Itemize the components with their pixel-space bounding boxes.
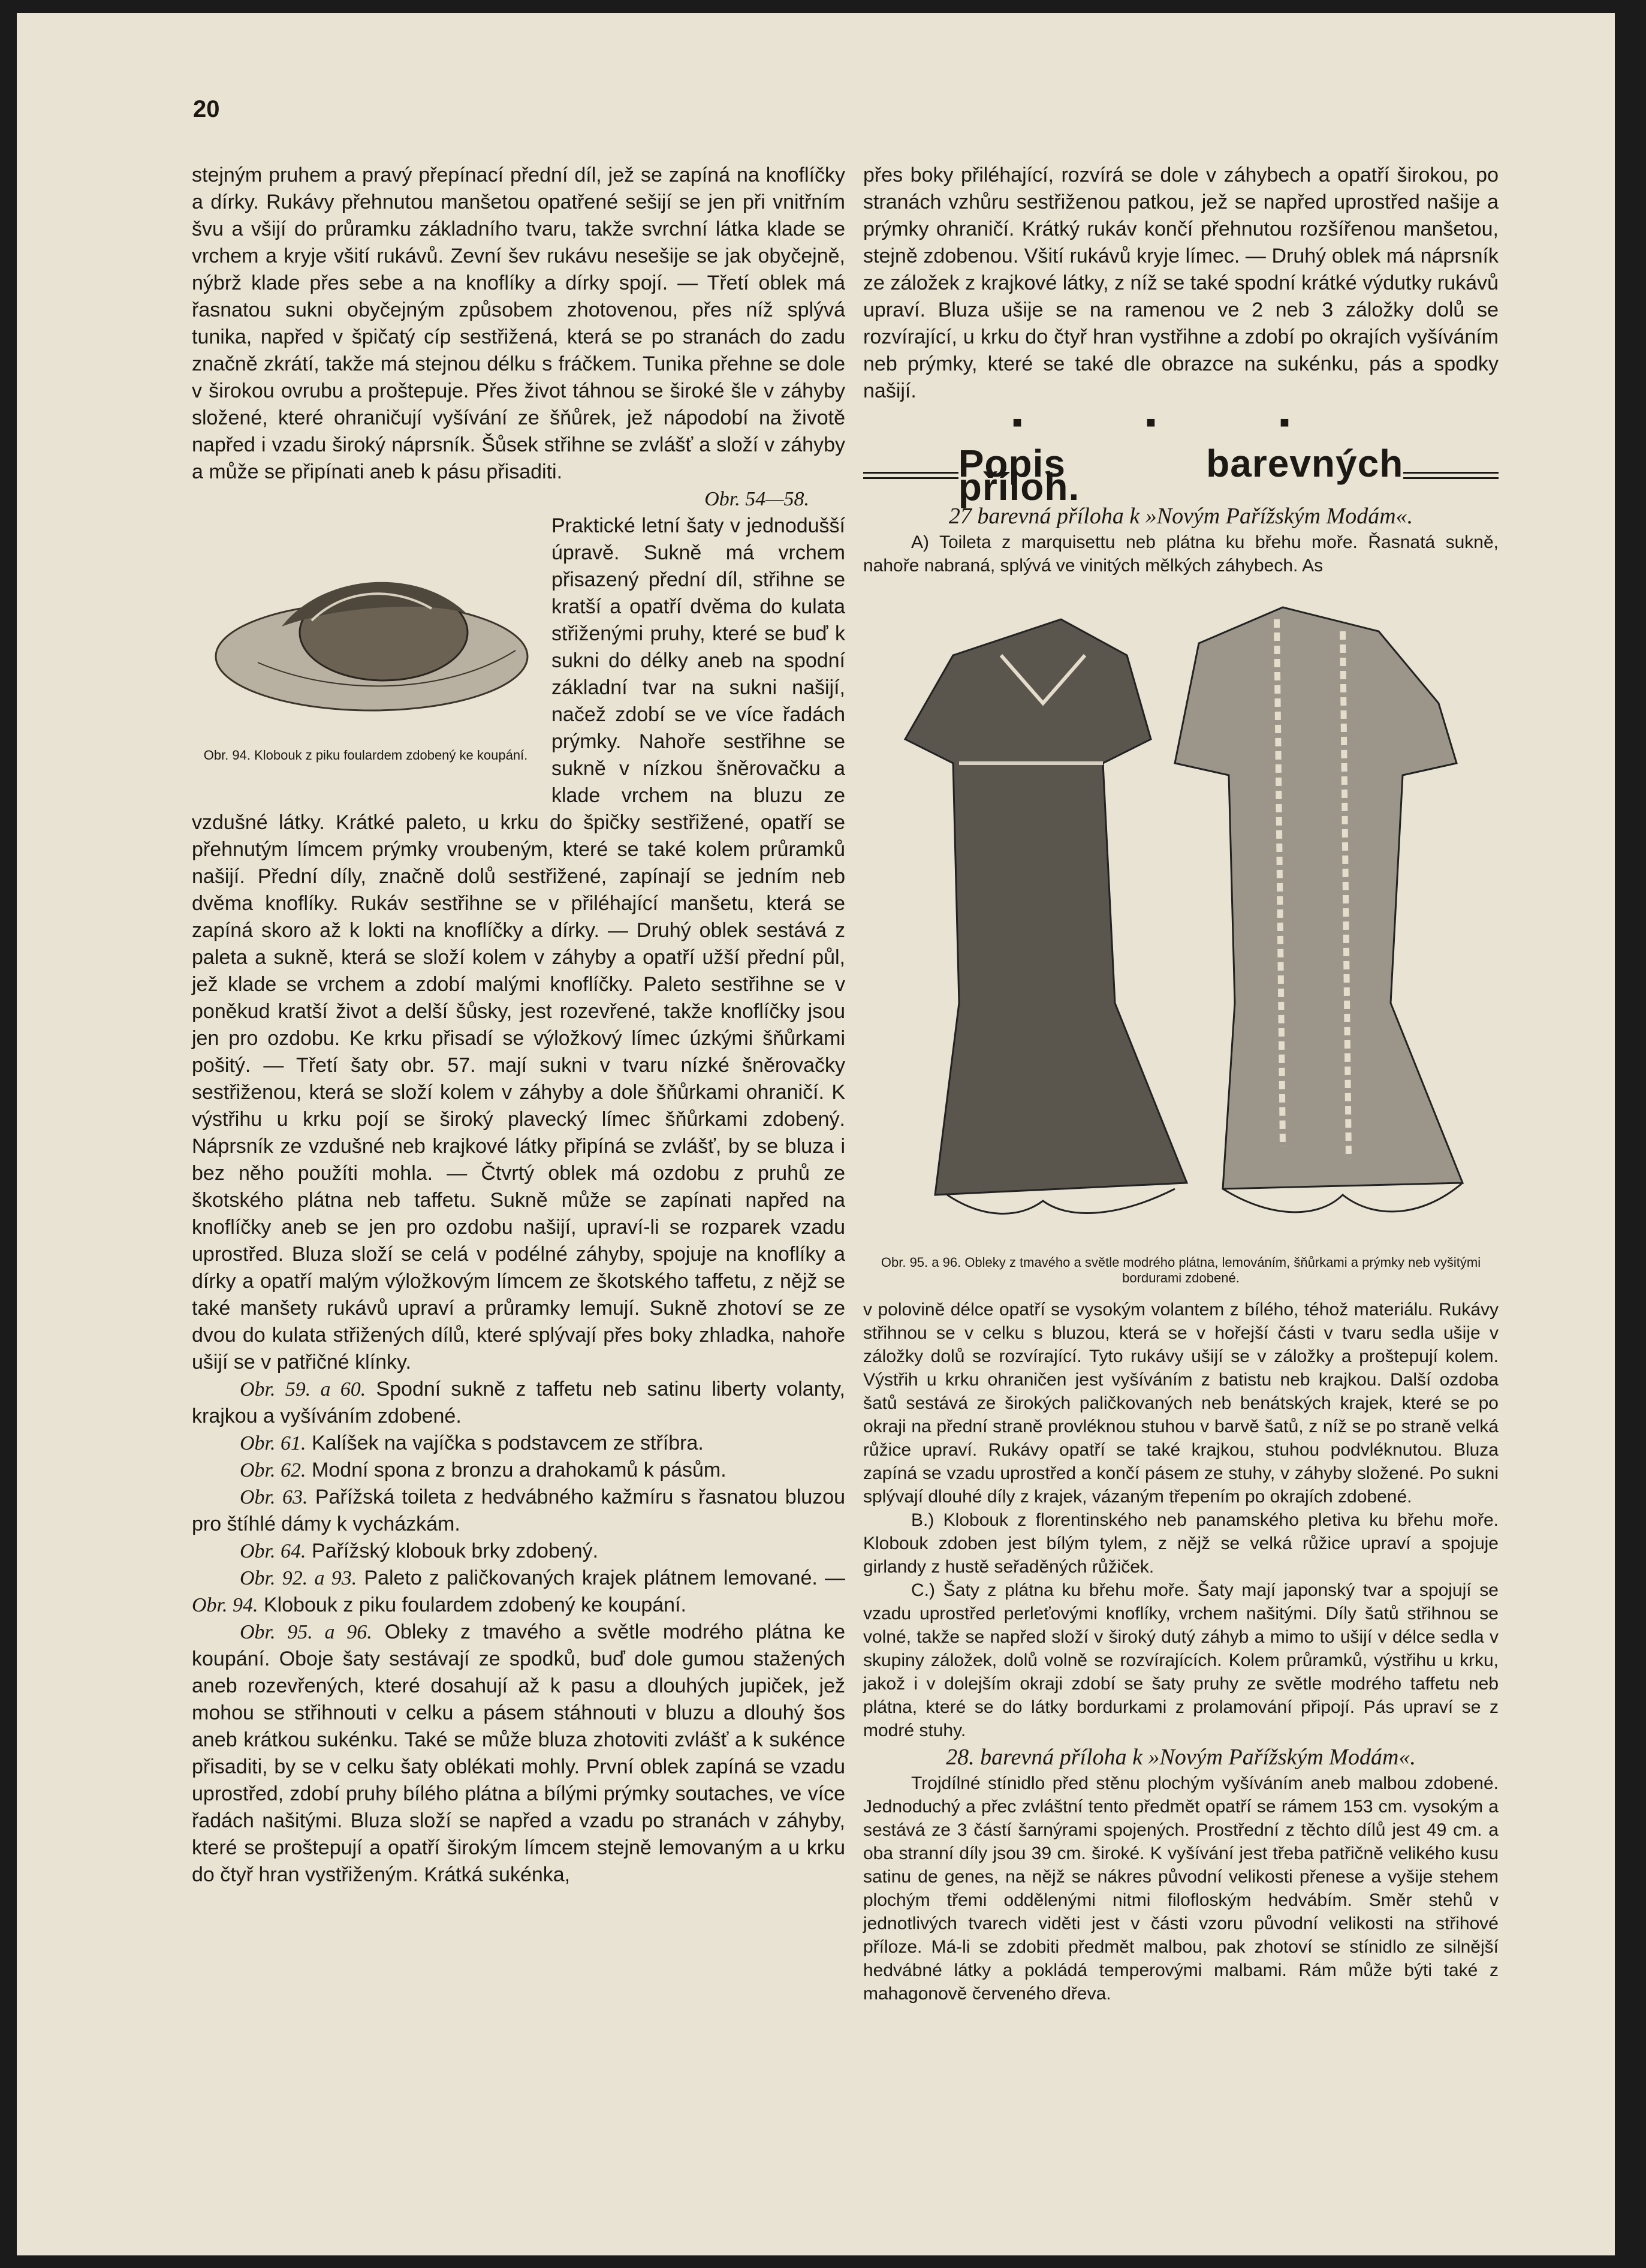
dark-swimsuit xyxy=(905,619,1187,1213)
subheading-27: 27 barevná příloha k »Novým Pařížským Modám«. xyxy=(948,504,1413,529)
obr-54-58-label: Obr. 54—58. xyxy=(704,488,809,510)
item-63: Obr. 63. Pařížská toileta z hedvábného kažmíru s řasnatou bluzou pro štíhlé dámy k vycházkám. xyxy=(192,1486,845,1535)
section-heading: Popis barevných příloh. xyxy=(958,442,1404,508)
subheading-28: 28. barevná příloha k »Novým Pařížským Modám«. xyxy=(946,1745,1416,1770)
left-paragraph-1: stejným pruhem a pravý přepínací přední díl, jež se zapíná na knoflíčky a dírky. Rukávy přehnutou manšetou opatřené sešijí se jen při vnitřním švu a všijí do průramku základního tvaru, takže svrchní látka klade se vrchem a kryje všití rukávů. Zevní šev rukávu nesešije se jak obyčejně, nýbrž klade přes sebe a na knoflíky a dírky spojí. — Třetí oblek má řasnatou sukni obyčejným způsobem zhotovenou, přes níž splývá tunika, napřed v špičatý cíp sestřižená, která se po stranách do zadu značně zkrátí, takže má stejnou délku s fráčkem. Tunika přehne se dole v širokou ovrubu a proštepuje. Přes život táhnou se široké šle v záhyby složené, které ohraničují vyšívání ze šňůrek, jež nápodobí na životě napřed i vzadu široký náprsník. Šůsek střihne se zvlášť a složí v záhyby a může se připínati aneb k pásu přisaditi. xyxy=(192,164,845,483)
heading-rule-right xyxy=(1403,472,1499,479)
item-64: Obr. 64. Pařížský klobouk brky zdobený. xyxy=(240,1540,599,1562)
section-heading-row xyxy=(863,442,1499,508)
hat-illustration xyxy=(192,513,539,740)
heading-rule-left xyxy=(863,472,958,479)
left-paragraph-2: Praktické letní šaty v jednodušší úpravě. Sukně má vrchem přisazený přední díl, střihne se kratší a opatří dvěma do kulata střiženými pruhy, které se buď k sukni do délky aneb na spodní základní tvar na sukni našijí, načež zdobí se ve více řadách prýmky. Nahoře sestřihne se sukně v nízkou šněrovačku a klade vrchem na bluzu ze vzdušné látky. Krátké paleto, u krku do špičky sestřižené, opatří se přehnutým límcem prýmky vroubeným, které se také kolem průramků našijí. Přední díly, značně dolů sestřižené, zapínají se jedním neb dvěma knoflíky. Rukáv sestřihne se v přiléhající manšetu, která se zapíná skoro až k lokti na knoflíčky a dírky. — Druhý oblek sestává z paleta a sukně, která se složí kolem v záhyby a opatří užší přední půl, jež klade se vrchem a zdobí malými knoflíčky. Paleto sestřihne se v poněkud kratší život a delší šůsky, jest rozevřené, takže knoflíčky jsou jen pro ozdobu. Ke krku přisadí se výložkový límec úzkými šňůrkami pošitý. — Třetí šaty obr. 57. mají sukni v tvaru nízké šněrovačky sestřiženou, která se složí kolem v záhyby a dole šňůrkami ohraničí. K výstřihu u krku pojí se široký plavecký límec šňůrkami zdobený. Náprsník ze vzdušné neb krajkové látky připíná se zvlášť, by se bluza i bez něho použíti mohla. — Čtvrtý oblek má ozdobu z pruhů ze škotského plátna neb taffetu. Sukně může se zapínati napřed na knoflíčky aneb se jen pro ozdobu našijí, upraví-li se rozparek vzadu uprostřed. Bluza složí se celá v podélné záhyby, spojuje na knoflíky a dírky a opatří malým výložkovým límcem ze škotského taffetu, z nějž se také manšety rukávů upraví a průramky lemují. Sukně zhotoví se ze dvou do kulata střižených dílů, které splývají přes boky zhladka, nahoře ušijí se v patřičné klínky. xyxy=(192,514,845,1374)
right-paragraph-a: A) Toileta z marquisettu neb plátna ku břehu moře. Řasnatá sukně, nahoře nabraná, splývá ve vinitých mělkých záhybech. As xyxy=(863,532,1499,576)
left-column xyxy=(192,162,845,1889)
right-paragraph-28: Trojdílné stínidlo před stěnu plochým vyšíváním aneb malbou zdobené. Jednoduchý a přec zvláštní tento předmět opatří se rámem 153 cm. vysokým a sestává ze 3 částí šarnýrami spojených. Prostřední z těchto dílů jest 49 cm. a oba stranní díly jsou 39 cm. široké. K vyšívání jest třeba patřičně velikého kusu satinu de genes, na nějž se nákres původní velikosti přenese a vyšije stehem plochým třemi oddělenými nitmi filofloským hedvábím. Směr stehů v jednotlivých tvarech viděti jest v části vzoru původní velikosti na střihové příloze. Má-li se zdobiti předmět malbou, pak zhotoví se stínidlo ze silnější hedvábné látky a pokládá temperovými malbami. Rám může býti také z mahagonově červeného dřeva. xyxy=(863,1773,1499,2004)
item-61: Obr. 61. Kalíšek na vajíčka s podstavcem ze stříbra. xyxy=(240,1432,704,1454)
right-paragraph-c: C.) Šaty z plátna ku břehu moře. Šaty mají japonský tvar a spojují se vzadu uprostřed perleťovými knoflíky, vrchem našitými. Díly šatů střihnou se volné, takže se napřed složí v široký dutý záhyb a mimo to ušijí v délce sedla v skupiny záložek, dolů volně se rozvírajících. Kolem průramků, výstřihu u krku, jakož i v dolejším okraji zdobí se šaty pruhy ze světle modrého taffetu neb plátna, které se do látky bordurkami z prolamování připojí. Pás upraví se z modré stuhy. xyxy=(863,1580,1499,1740)
right-paragraph-b: B.) Klobouk z florentinského neb panamského pletiva ku břehu moře. Klobouk zdoben jest bílým tylem, z nějž se velká růžice upraví a spojuje girlandy z hustě seřaděných růžiček. xyxy=(863,1510,1499,1577)
hat-figure xyxy=(192,513,539,788)
item-59-60: Obr. 59. a 60. Spodní sukně z taffetu neb satinu liberty volanty, krajkou a vyšíváním zdobené. xyxy=(192,1378,845,1427)
swimsuit-caption: Obr. 95. a 96. Obleky z tmavého a světle modrého plátna, lemováním, šňůrkami a prýmky neb vyšitými bordurami zdobené. xyxy=(881,1255,1481,1285)
light-swimsuit xyxy=(1175,607,1463,1212)
section-divider: ■ ■ ■ xyxy=(1012,413,1349,431)
hat-caption: Obr. 94. Klobouk z piku foulardem zdobený ke koupání. xyxy=(203,748,528,763)
right-column xyxy=(863,162,1499,2005)
item-62: Obr. 62. Modní spona z bronzu a drahokamů k pásům. xyxy=(240,1459,726,1481)
item-92-94: Obr. 92. a 93. Paleto z paličkovaných krajek plátnem lemované. — Obr. 94. Klobouk z piku foulardem zdobený ke koupání. xyxy=(192,1567,845,1616)
swimsuit-illustration xyxy=(863,583,1499,1243)
item-95-96: Obr. 95. a 96. Obleky z tmavého a světle modrého plátna ke koupání. Oboje šaty sestávají ze spodků, buď dole gumou stažených aneb rozevřených, které dosahují až k pasu a dlouhých jupiček, jež mohou se střihnouti v celku a pásem stáhnouti v bluzu a dlouhý šos aneb krátkou sukénku. Také se může bluza zhotoviti zvlášť a k sukénce přisaditi, by se v celku šaty oblékati mohly. První oblek zapíná se vzadu uprostřed, zdobí pruhy bílého plátna a bílými prýmky soutaches, ve více řadách našitými. Bluza složí se napřed a vzadu po stranách v záhyby, které se proštepují a opatří širokým límcem stejně lemovaným a u krku do čtyř hran vystřiženým. Krátká sukénka, xyxy=(192,1621,845,1886)
page-number: 20 xyxy=(193,96,220,122)
right-paragraph-2: v polovině délce opatří se vysokým volantem z bílého, téhož materiálu. Rukávy střihnou se v celku s bluzou, která se v hořejší části v tvaru sedla ušije v záložky dolů se rozvírající. Tyto rukávy ušijí se v záložky a proštepují kolem. Výstřih u krku ohraničen jest vyšíváním z batistu neb krajkou. Další ozdoba šatů sestává ze širokých paličkovaných neb benátských krajek, které se po okraji na přední straně provléknou stuhou v barvě šatů, z níž se po straně velká růžice upraví. Rukávy opatří se také krajkou, stuhou podvléknutou. Bluza zapíná se vzadu uprostřed a končí pásem ze stuhy, v záhyby složené. Po sukni splývají dlouhé díly z krajek, vázaným třepením po okrajích zdobené. xyxy=(863,1300,1499,1507)
right-paragraph-1: přes boky přiléhající, rozvírá se dole v záhybech a opatří širokou, po stranách vzhůru sestřiženou patkou, jež se napřed uprostřed našije a prýmky ohraničí. Krátký rukáv končí přehnutou rozšířenou manšetou, stejně zdobenou. Všití rukávů kryje límec. — Druhý oblek má náprsník ze záložek z krajkové látky, z níž se také spodní krátké výdutky rukávů upraví. Bluza ušije se na ramenou ve 2 neb 3 záložky dolů se rozvírající, u krku do čtyř hran vystřihne a zdobí po okrajích vyšíváním neb prýmky, které se také dle obrazce na sukénku, pás a spodky našijí. xyxy=(863,164,1499,402)
